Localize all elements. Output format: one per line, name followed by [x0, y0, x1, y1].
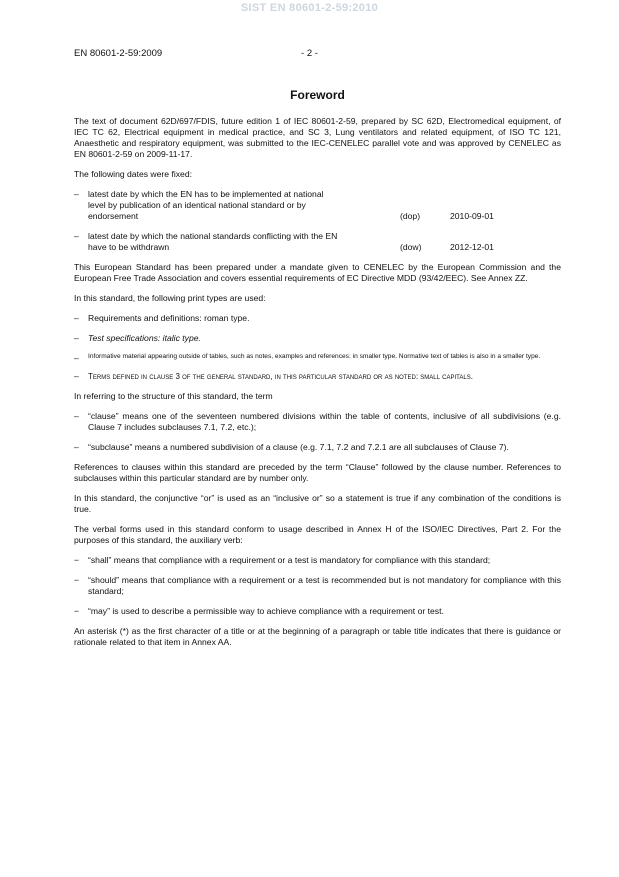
list-dash: – [74, 189, 79, 199]
print-type-italic [74, 333, 561, 344]
list-item-text: Informative material appearing outside of tables, such as notes, examples and references: in smaller type. Normative text of tables is also in a smaller type. [88, 353, 541, 360]
list-dash: – [74, 231, 79, 241]
mandate-paragraph: This European Standard has been prepared under a mandate given to CENELEC by the European Commission and the European Free Trade Association and covers essential requirements of EC Directive MDD (93/42/EEC). See Annex ZZ. [74, 262, 561, 283]
list-item-text: Test specifications: italic type. [88, 333, 201, 343]
print-types-intro: In this standard, the following print types are used: [74, 293, 266, 303]
list-item-text: “should” means that compliance with a requirement or a test is recommended but is not mandatory for compliance with this standard; [88, 574, 561, 596]
list-dash: – [74, 353, 79, 363]
list-dash: – [74, 410, 79, 421]
list-item-text: “subclause” means a numbered subdivision of a clause (e.g. 7.1, 7.2 and 7.2.1 are all subclauses of Clause 7). [88, 441, 509, 452]
conjunctive-paragraph: In this standard, the conjunctive “or” is used as an “inclusive or” so a statement is true if any combination of the conditions is true. [74, 492, 561, 514]
list-item-text: “may” is used to describe a permissible way to achieve compliance with a requirement or test. [88, 605, 444, 616]
structure-item-subclause [74, 442, 561, 453]
list-dash: − [74, 605, 80, 616]
date-item-code: (dow) [400, 242, 422, 252]
list-dash: – [74, 333, 79, 343]
print-type-roman [74, 313, 561, 324]
date-item-date: 2012-12-01 [450, 242, 494, 252]
list-item-text: Terms defined in clause 3 of the general standard, in this particular standard or as noted: small capitals. [88, 371, 473, 381]
references-paragraph: References to clauses within this standard are preceded by the term “Clause” followed by the clause number. References to subclauses within this particular standard are by number only. [74, 461, 561, 483]
page-number: - 2 - [301, 48, 318, 59]
verbal-item-should [74, 575, 561, 597]
list-dash: − [74, 574, 80, 585]
intro-paragraph: The text of document 62D/697/FDIS, future edition 1 of IEC 80601-2-59, prepared by SC 62D, Electromedical equipment, of IEC TC 62, Electrical equipment in medical practice, and SC 3, Lung ventilators and related equipment, of ISO TC 121, Anaesthetic and respiratory equipment, was submitted to the IEC-CENELEC parallel vote and was approved by CENELEC as EN 80601-2-59 on 2009-11-17. [74, 116, 561, 159]
verbal-item-shall [74, 555, 561, 566]
watermark: SIST EN 80601-2-59:2010 [240, 2, 379, 14]
date-item-date: 2010-09-01 [450, 211, 494, 221]
list-dash: – [74, 313, 79, 323]
document-id: EN 80601-2-59:2009 [74, 48, 163, 59]
list-dash: – [74, 441, 79, 452]
structure-item-clause [74, 411, 561, 433]
date-item-code: (dop) [400, 211, 421, 221]
dates-intro: The following dates were fixed: [74, 169, 192, 179]
list-item-text: Requirements and definitions: roman type. [88, 313, 250, 323]
date-item-dop [74, 189, 561, 222]
asterisk-paragraph: An asterisk (*) as the first character of a title or at the beginning of a paragraph or table title indicates that there is guidance or rationale related to that item in Annex AA. [74, 625, 561, 647]
list-item-text: “shall” means that compliance with a requirement or a test is mandatory for compliance with this standard; [88, 554, 491, 565]
list-dash: − [74, 554, 80, 565]
page-title: Foreword [290, 88, 345, 102]
date-item-dow [74, 231, 561, 253]
date-item-text: latest date by which the EN has to be implemented at national level by publication of an identical national standard or by endorsement [88, 189, 324, 221]
structure-intro: In referring to the structure of this standard, the term [74, 390, 273, 401]
verbal-forms-intro: The verbal forms used in this standard conform to usage described in Annex H of the ISO/IEC Directives, Part 2. For the purposes of this standard, the auxiliary verb: [74, 523, 561, 545]
verbal-item-may [74, 606, 561, 617]
print-type-smaller [74, 353, 561, 362]
list-item-text: “clause” means one of the seventeen numbered divisions within the table of contents, inclusive of all subdivisions (e.g. Clause 7 includes subclauses 7.1, 7.2, etc.); [88, 410, 561, 432]
date-item-text: latest date by which the national standards conflicting with the EN have to be withdrawn [88, 231, 338, 252]
page-body [74, 89, 561, 657]
list-dash: – [74, 370, 79, 381]
print-type-small-caps [74, 371, 561, 382]
